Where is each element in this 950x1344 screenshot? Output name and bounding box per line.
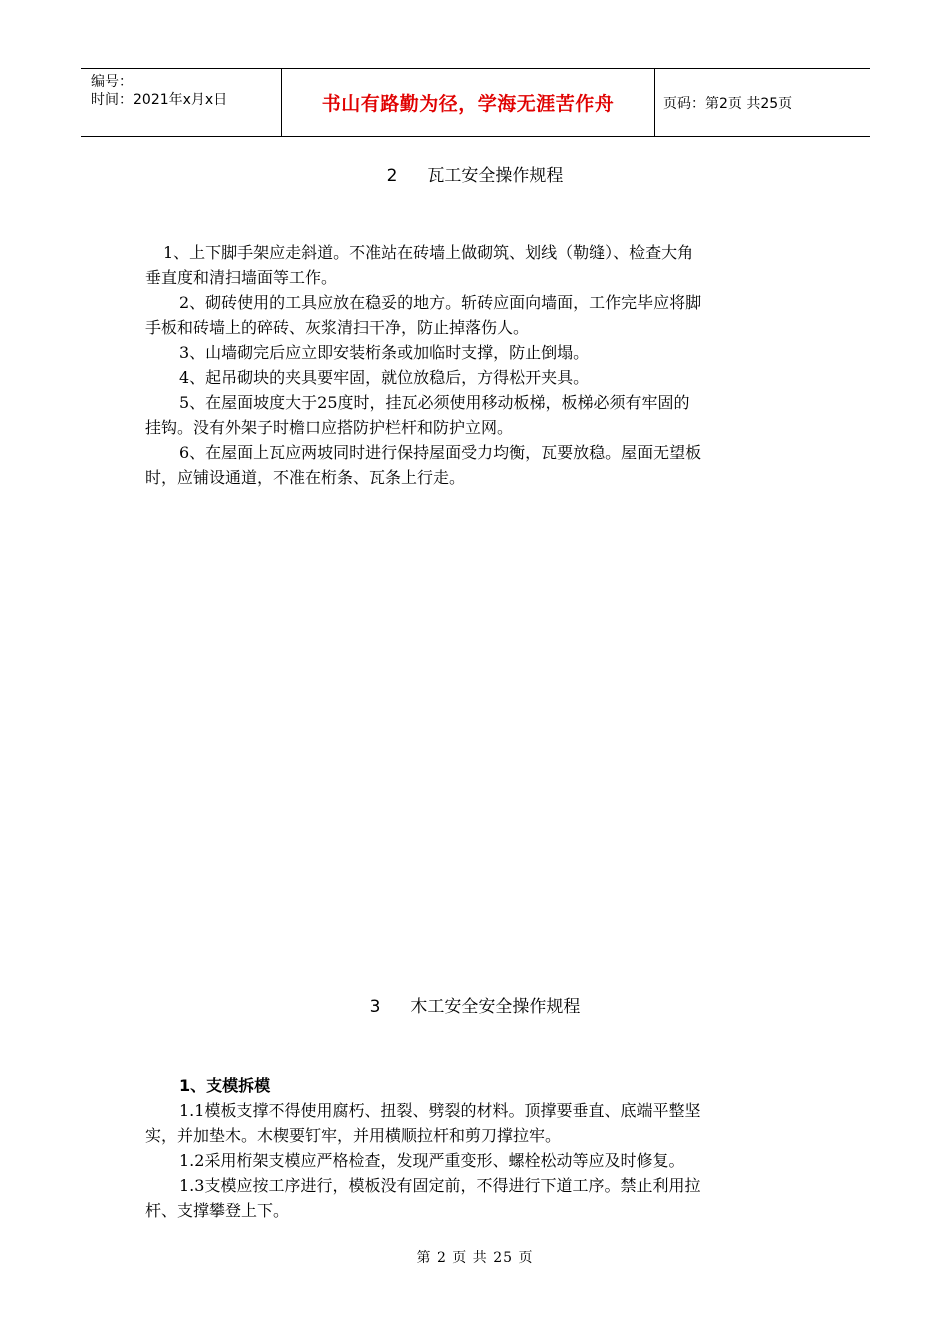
- paragraph: [145, 365, 810, 390]
- paragraph-line: 时，应铺设通道，不准在桁条、瓦条上行走。: [145, 468, 466, 487]
- paragraph-line: 5、在屋面坡度大于25度时，挂瓦必须使用移动板梯，板梯必须有牢固的: [179, 393, 690, 412]
- paragraph-line: 杆、支撑攀登上下。: [145, 1201, 290, 1220]
- paragraph-line: 4、起吊砌块的夹具要牢固，就位放稳后，方得松开夹具。: [179, 368, 590, 387]
- paragraph: [145, 340, 810, 365]
- paragraph-line: 1.1模板支撑不得使用腐朽、扭裂、劈裂的材料。顶撑要垂直、底端平整坚: [179, 1101, 701, 1120]
- paragraph: [145, 390, 810, 440]
- paragraph: [145, 240, 810, 290]
- paragraph: [145, 290, 810, 340]
- page-footer: 第 2 页 共 25 页: [416, 1250, 534, 1266]
- section-title-text: 木工安全安全操作规程: [410, 997, 581, 1017]
- paragraph-line: 1.3支模应按工序进行，模板没有固定前，不得进行下道工序。禁止利用拉: [179, 1176, 701, 1195]
- header-divider: [654, 69, 655, 136]
- header-page-info: 页码：第2页 共25页: [663, 96, 793, 112]
- section-3-title: [0, 992, 950, 1017]
- paragraph: [145, 1098, 810, 1148]
- paragraph-line: 挂钩。没有外架子时檐口应搭防护栏杆和防护立网。: [145, 418, 514, 437]
- section-2-title: [0, 161, 950, 186]
- paragraph: [145, 440, 810, 490]
- paragraph: [145, 1173, 810, 1223]
- header-motto: 书山有路勤为径，学海无涯苦作舟: [321, 93, 615, 115]
- section-number: 2: [386, 166, 398, 186]
- paragraph-line: 手板和砖墙上的碎砖、灰浆清扫干净，防止掉落伤人。: [145, 318, 530, 337]
- page-header: [81, 68, 870, 137]
- paragraph-line: 1.2采用桁架支模应严格检查，发现严重变形、螺栓松动等应及时修复。: [179, 1151, 685, 1170]
- paragraph-line: 3、山墙砌完后应立即安装桁条或加临时支撑，防止倒塌。: [179, 343, 590, 362]
- paragraph-line: 2、砌砖使用的工具应放在稳妥的地方。斩砖应面向墙面，工作完毕应将脚: [179, 293, 702, 312]
- section-title-text: 瓦工安全操作规程: [427, 166, 564, 186]
- header-meta: [81, 69, 281, 136]
- section-number: 3: [369, 997, 381, 1017]
- time-label: 时间：2021年x月x日: [91, 92, 228, 108]
- paragraph-line: 实，并加垫木。木楔要钉牢，并用横顺拉杆和剪刀撑拉牢。: [145, 1126, 562, 1145]
- paragraph: [145, 1148, 810, 1173]
- paragraph-line: 1、上下脚手架应走斜道。不准站在砖墙上做砌筑、划线（勒缝）、检查大角: [163, 243, 694, 262]
- paragraph-line: 垂直度和清扫墙面等工作。: [145, 268, 338, 287]
- paragraph-line: 6、在屋面上瓦应两坡同时进行保持屋面受力均衡，瓦要放稳。屋面无望板: [179, 443, 702, 462]
- sub-heading: 1、支模拆模: [179, 1076, 271, 1095]
- number-label: 编号：: [91, 74, 133, 90]
